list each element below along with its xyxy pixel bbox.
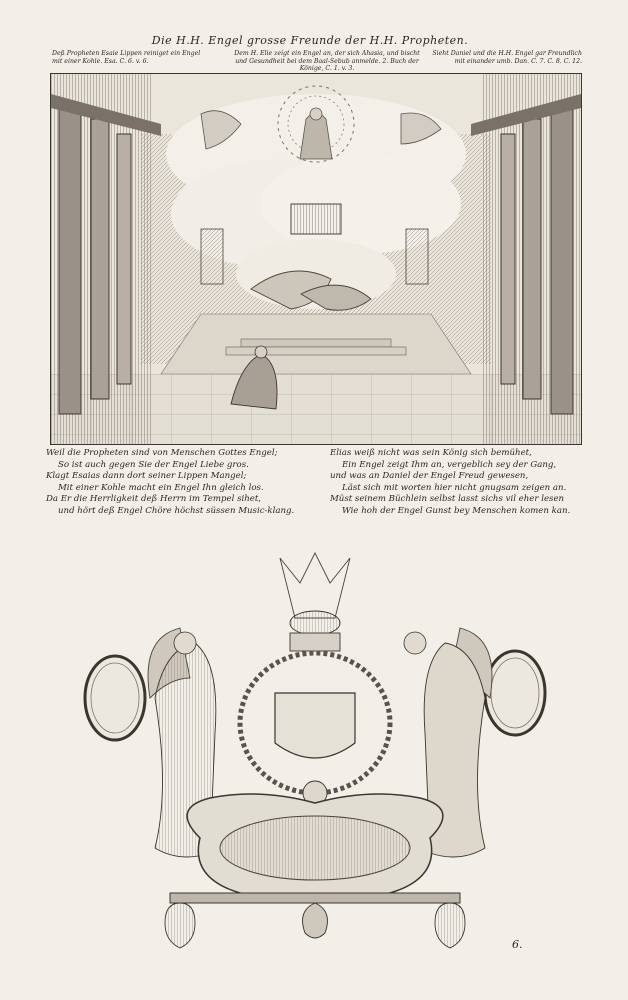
angels-cartouche-ornament — [60, 548, 580, 958]
poem-line: Elias weiß nicht was sein König sich bemühet, — [330, 448, 532, 458]
poem-line: und was an Daniel der Engel Freud gewesen, — [330, 471, 529, 481]
poem-line: und hört deß Engel Chöre höchst süssen Music-klang. — [58, 505, 295, 516]
poem-line: Da Er die Herrligkeit deß Herrn im Tempel sihet, — [46, 494, 262, 504]
temple-engraving — [50, 73, 582, 445]
caption-middle: Dem H. Elie zeigt ein Engel an, der sich Ahasia, und bischt und Gesundheit bei dem Baal-Sebub anmelde. 2. Buch der Könige, C. 1. v. 3. — [234, 50, 420, 72]
poem-line: Mit einer Kohle macht ein Engel Ihn gleich los. — [58, 482, 264, 493]
caption-left: Deß Propheten Esaie Lippen reiniget ein Engel mit einer Kohle. Esa. C. 6. v. 6. — [52, 50, 201, 65]
poem-line: Wie hoh der Engel Gunst bey Menschen komen kan. — [342, 505, 571, 516]
poem-line: So ist auch gegen Sie der Engel Liebe gros. — [58, 459, 249, 470]
poem-left-column — [46, 448, 316, 517]
poem-line: Ein Engel zeigt Ihm an, vergeblich sey der Gang, — [342, 459, 557, 470]
poem-line: Klagt Esaias dann dort seiner Lippen Mangel; — [46, 471, 247, 481]
page-number: 6. — [512, 938, 523, 951]
poem-right-column — [330, 448, 590, 517]
temple-scene-illustration — [51, 74, 581, 444]
page-title: Die H.H. Engel grosse Freunde der H.H. Propheten. — [151, 34, 469, 47]
caption-right: Sieht Daniel und die H.H. Engel gar Freundlich mit einander umb. Dan. C. 7. C. 8. C. 12. — [432, 50, 582, 65]
poem-line: Müst seinem Büchlein selbst lasst sichs vil eher lesen — [330, 494, 565, 504]
poem-line: Weil die Propheten sind von Menschen Gottes Engel; — [46, 448, 278, 458]
poem-line: Läst sich mit worten hier nicht gnugsam zeigen an. — [342, 482, 567, 493]
cartouche-illustration — [60, 548, 580, 958]
